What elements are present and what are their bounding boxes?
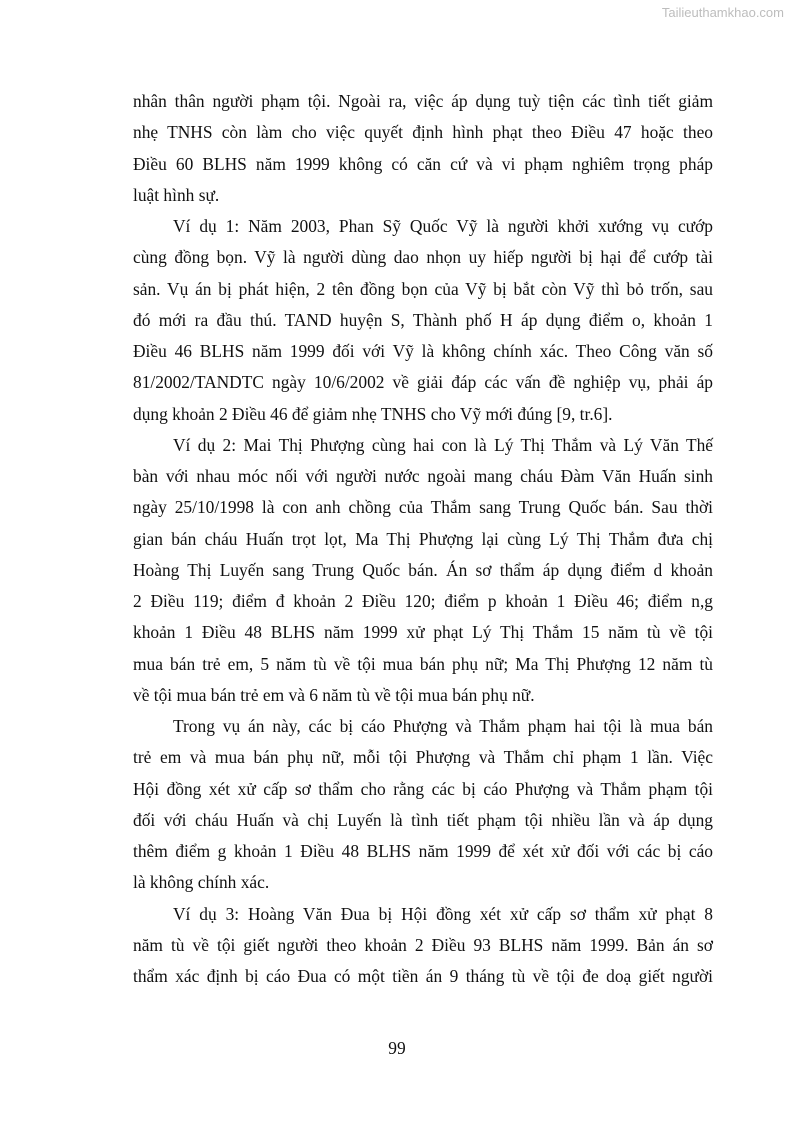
text-line: Hoàng Thị Luyến sang Trung Quốc bán. Án sơ thẩm áp dụng điểm d khoản — [133, 559, 713, 580]
text-line: Hội đồng xét xử cấp sơ thẩm cho rằng các bị cáo Phượng và Thắm phạm tội — [133, 778, 713, 799]
text-line: về tội mua bán trẻ em và 6 năm tù về tội mua bán phụ nữ. — [133, 684, 535, 705]
paragraph — [133, 86, 713, 211]
text-line: thêm điểm g khoản 1 Điều 48 BLHS năm 1999 để xét xử đối với các bị cáo — [133, 841, 713, 861]
text-line: nhân thân người phạm tội. Ngoài ra, việc áp dụng tuỳ tiện các tình tiết giảm — [133, 91, 713, 111]
text-line: luật hình sự. — [133, 184, 220, 205]
text-line: là không chính xác. — [133, 872, 270, 893]
text-line: ngày 25/10/1998 là con anh chồng của Thắm sang Trung Quốc bán. Sau thời — [133, 497, 713, 518]
text-line: đối với cháu Huấn và chị Luyến là tình tiết phạm tội nhiều lần và áp dụng — [133, 809, 713, 830]
text-line: đó mới ra đầu thú. TAND huyện S, Thành phố H áp dụng điểm o, khoản 1 — [133, 309, 713, 330]
text-line: Trong vụ án này, các bị cáo Phượng và Thắm phạm hai tội là mua bán — [173, 716, 713, 736]
text-line: Ví dụ 2: Mai Thị Phượng cùng hai con là Lý Thị Thắm và Lý Văn Thế — [173, 434, 713, 455]
watermark: Tailieuthamkhao.com — [661, 5, 784, 20]
document-body — [133, 86, 713, 992]
text-line: 2 Điều 119; điểm đ khoản 2 Điều 120; điểm p khoản 1 Điều 46; điểm n,g — [133, 591, 713, 611]
text-line: sản. Vụ án bị phát hiện, 2 tên đồng bọn của Vỹ bị bắt còn Vỹ thì bỏ trốn, sau — [133, 278, 713, 299]
text-line: trẻ em và mua bán phụ nữ, mỗi tội Phượng và Thắm chỉ phạm 1 lần. Việc — [133, 747, 713, 768]
paragraph — [133, 430, 713, 711]
text-line: khoản 1 Điều 48 BLHS năm 1999 xử phạt Lý Thị Thắm 15 năm tù về tội — [133, 622, 713, 643]
text-line: nhẹ TNHS còn làm cho việc quyết định hình phạt theo Điều 47 hoặc theo — [133, 122, 713, 143]
text-line: năm tù về tội giết người theo khoản 2 Điều 93 BLHS năm 1999. Bản án sơ — [133, 934, 713, 955]
paragraph — [133, 211, 713, 430]
text-line: Ví dụ 1: Năm 2003, Phan Sỹ Quốc Vỹ là người khởi xướng vụ cướp — [173, 216, 713, 236]
text-line: Ví dụ 3: Hoàng Văn Đua bị Hội đồng xét xử cấp sơ thẩm xử phạt 8 — [173, 903, 713, 924]
text-line: cùng đồng bọn. Vỹ là người dùng dao nhọn uy hiếp người bị hại để cướp tài — [133, 247, 713, 268]
text-line: Điều 60 BLHS năm 1999 không có căn cứ và vi phạm nghiêm trọng pháp — [133, 153, 713, 174]
text-line: bàn với nhau móc nối với người nước ngoài mang cháu Đàm Văn Huấn sinh — [133, 466, 713, 486]
text-line: dụng khoản 2 Điều 46 để giảm nhẹ TNHS cho Vỹ mới đúng [9, tr.6]. — [133, 403, 613, 424]
text-line: thẩm xác định bị cáo Đua có một tiền án 9 tháng tù về tội đe doạ giết người — [133, 966, 713, 986]
text-line: Điều 46 BLHS năm 1999 đối với Vỹ là không chính xác. Theo Công văn số — [133, 341, 713, 361]
text-line: mua bán trẻ em, 5 năm tù về tội mua bán phụ nữ; Ma Thị Phượng 12 năm tù — [133, 653, 713, 674]
text-line: 81/2002/TANDTC ngày 10/6/2002 về giải đáp các vấn đề nghiệp vụ, phải áp — [133, 372, 713, 393]
page-number: 99 — [388, 1038, 406, 1058]
paragraph — [133, 899, 713, 993]
paragraph — [133, 711, 713, 899]
text-line: gian bán cháu Huấn trọt lọt, Ma Thị Phượng lại cùng Lý Thị Thắm đưa chị — [133, 528, 713, 549]
